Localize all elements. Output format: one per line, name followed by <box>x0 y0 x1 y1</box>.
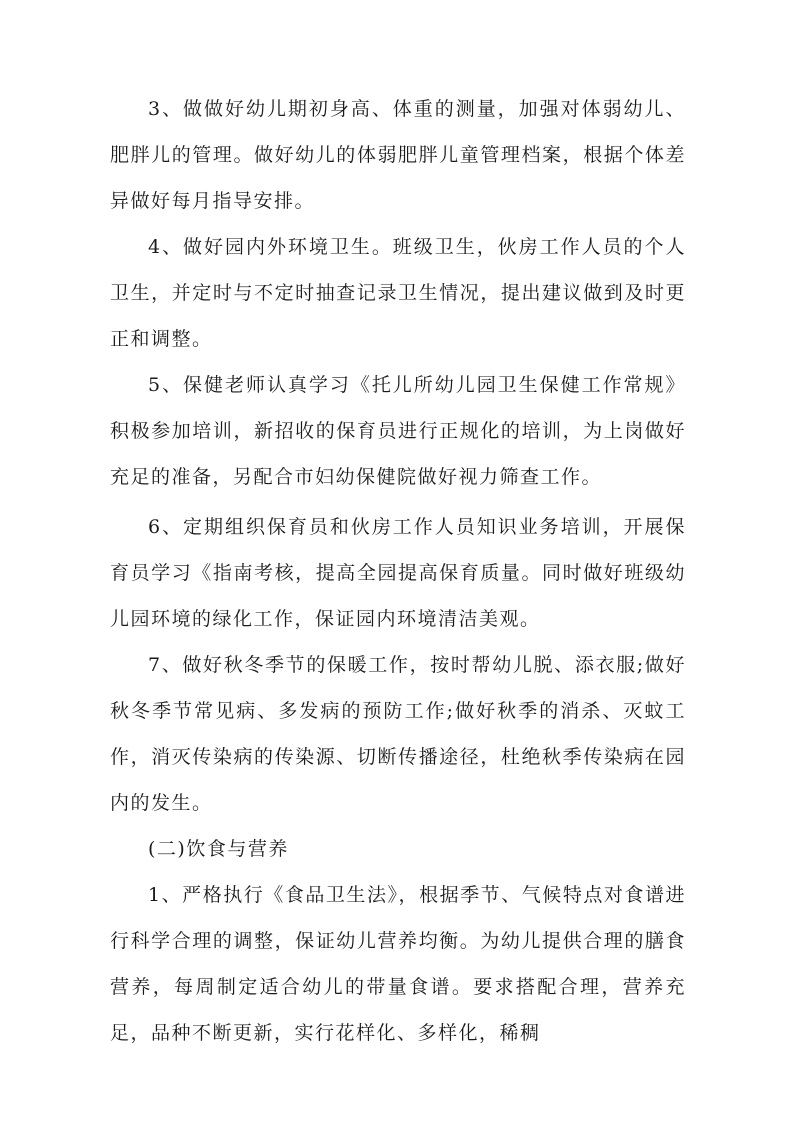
paragraph-item-6: 6、定期组织保育员和伙房工作人员知识业务培训，开展保育员学习《指南考核，提高全园提高保育质量。同时做好班级幼儿园环境的绿化工作，保证园内环境清洁美观。 <box>110 516 686 630</box>
section-paragraph-1: 1、严格执行《食品卫生法》，根据季节、气候特点对食谱进行科学合理的调整，保证幼儿营养均衡。为幼儿提供合理的膳食营养，每周制定适合幼儿的带量食谱。要求搭配合理，营养充足，品种不断更新，实行花样化、多样化，稀稠 <box>110 884 686 1044</box>
paragraph-item-7: 7、做好秋冬季节的保暖工作，按时帮幼儿脱、添衣服;做好秋冬季节常见病、多发病的预防工作;做好秋季的消杀、灭蚊工作，消灭传染病的传染源、切断传播途径，杜绝秋季传染病在园内的发生。 <box>110 654 686 814</box>
paragraph-item-3: 3、做做好幼儿期初身高、体重的测量，加强对体弱幼儿、肥胖儿的管理。做好幼儿的体弱肥胖儿童管理档案，根据个体差异做好每月指导安排。 <box>110 98 686 212</box>
section-heading-diet-nutrition: (二)饮食与营养 <box>148 838 289 860</box>
paragraph-item-4: 4、做好园内外环境卫生。班级卫生，伙房工作人员的个人卫生，并定时与不定时抽查记录卫生情况，提出建议做到及时更正和调整。 <box>110 236 686 350</box>
paragraph-item-5: 5、保健老师认真学习《托儿所幼儿园卫生保健工作常规》积极参加培训，新招收的保育员进行正规化的培训，为上岗做好充足的准备，另配合市妇幼保健院做好视力筛查工作。 <box>110 374 686 488</box>
document-body <box>110 86 686 1056</box>
